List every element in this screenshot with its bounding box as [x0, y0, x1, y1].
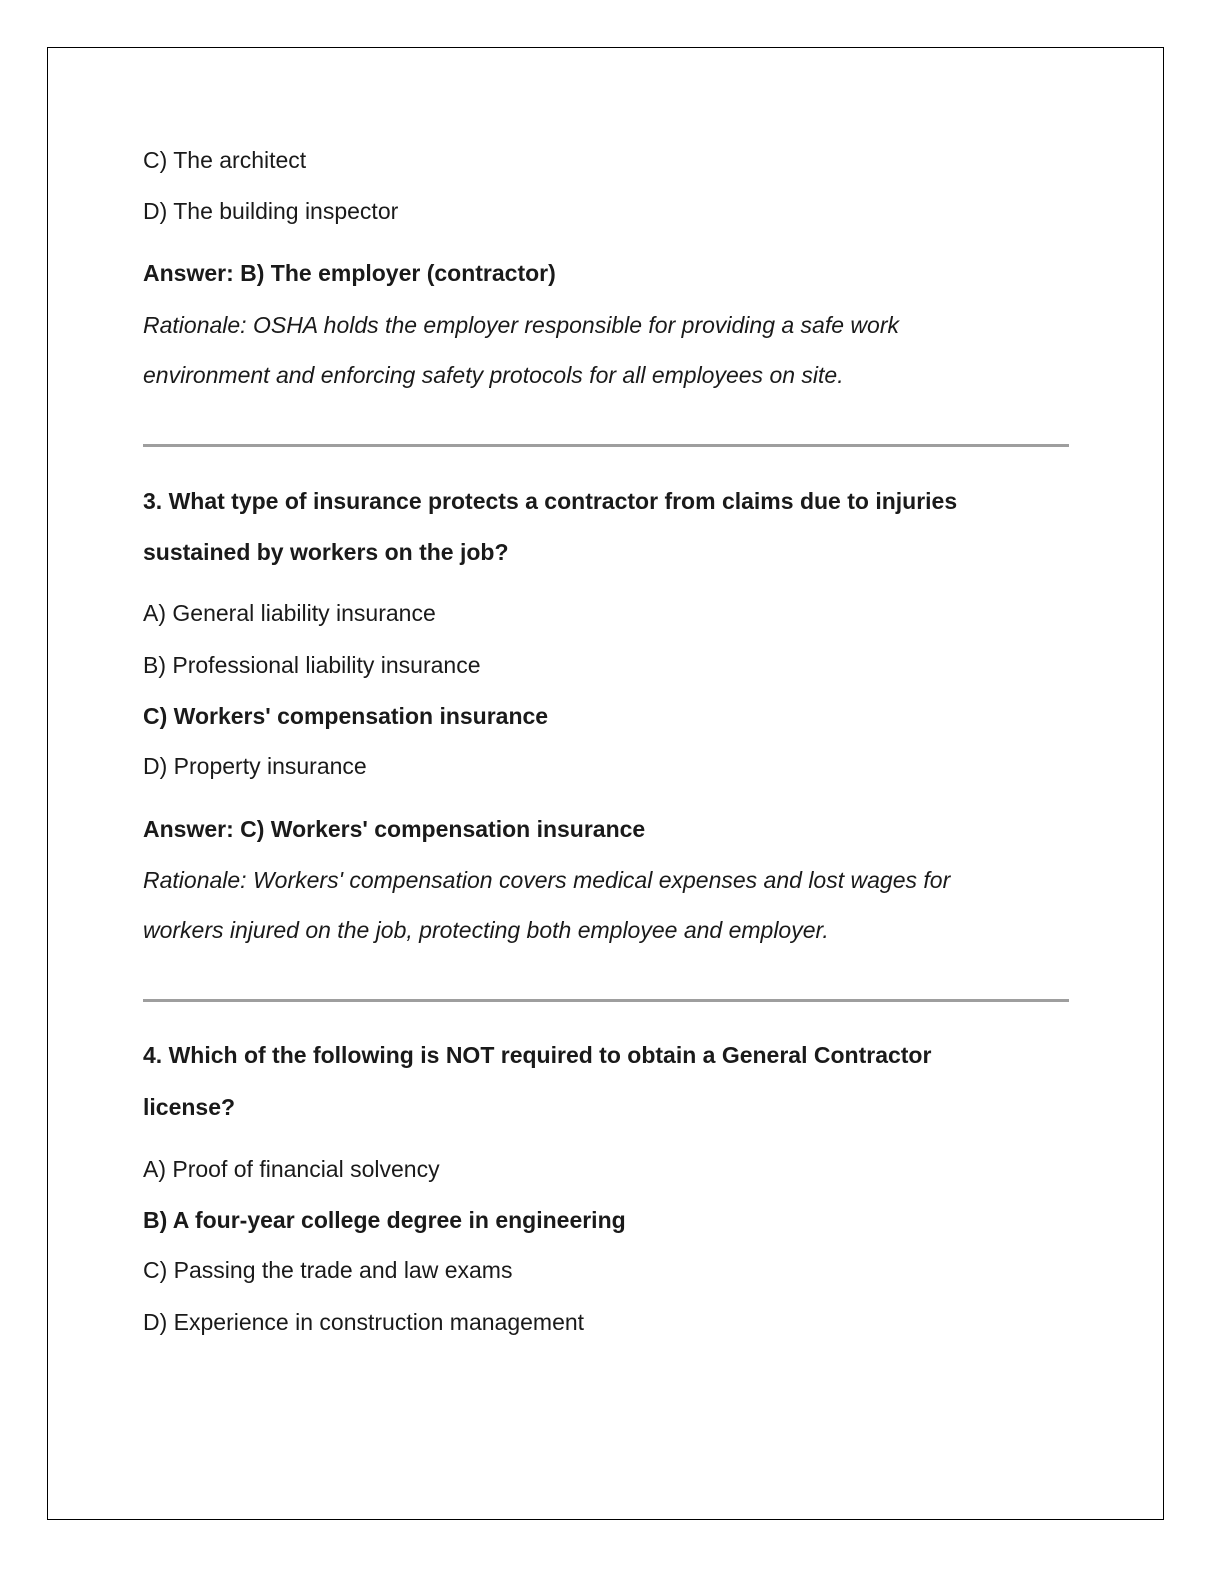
q4-prompt-line-1: 4. Which of the following is NOT required to obtain a General Contractor: [143, 1042, 932, 1068]
q3-option-d: D) Property insurance: [143, 753, 367, 779]
q3-rationale-line-2: workers injured on the job, protecting both employee and employer.: [143, 917, 829, 943]
q4-option-d: D) Experience in construction management: [143, 1309, 585, 1335]
q4-option-b: B) A four-year college degree in engineering: [143, 1207, 626, 1233]
q4-option-c: C) Passing the trade and law exams: [143, 1257, 513, 1283]
q3-rationale-line-1: Rationale: Workers' compensation covers medical expenses and lost wages for: [143, 867, 951, 893]
q2-option-c: C) The architect: [143, 147, 307, 173]
q3-option-c: C) Workers' compensation insurance: [143, 703, 549, 729]
q3-answer: Answer: C) Workers' compensation insurance: [143, 816, 646, 842]
q2-answer: Answer: B) The employer (contractor): [143, 260, 556, 286]
q4-option-a: A) Proof of financial solvency: [143, 1156, 440, 1182]
q2-option-d: D) The building inspector: [143, 198, 399, 224]
section-divider: [143, 444, 1069, 447]
q2-rationale-line-1: Rationale: OSHA holds the employer responsible for providing a safe work: [143, 312, 899, 338]
q2-rationale-line-2: environment and enforcing safety protocols for all employees on site.: [143, 362, 844, 388]
q3-prompt-line-2: sustained by workers on the job?: [143, 539, 509, 565]
q3-option-a: A) General liability insurance: [143, 600, 436, 626]
q3-prompt-line-1: 3. What type of insurance protects a contractor from claims due to injuries: [143, 488, 958, 514]
q3-option-b: B) Professional liability insurance: [143, 652, 481, 678]
section-divider: [143, 999, 1069, 1002]
q4-prompt-line-2: license?: [143, 1094, 236, 1120]
